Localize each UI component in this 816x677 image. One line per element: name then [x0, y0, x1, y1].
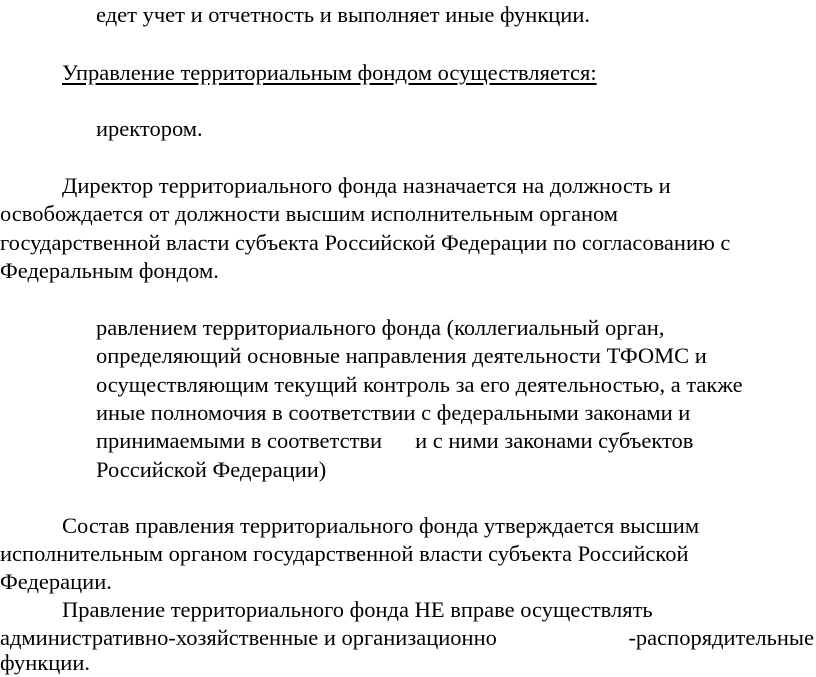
text-line-director: иректором. — [96, 116, 203, 141]
board-paragraph-line-5 — [96, 427, 693, 455]
restriction-paragraph-line-2-part-b: -распорядительные — [628, 625, 814, 650]
composition-paragraph-line-3: Федерации. — [0, 569, 112, 594]
board-paragraph-line-1: равлением территориального фонда (коллегиальный орган, — [96, 315, 665, 340]
board-paragraph-line-5-part-a: принимаемыми в соответстви — [96, 428, 383, 453]
board-paragraph-line-2: определяющий основные направления деятельности ТФОМС и — [96, 343, 707, 368]
restriction-paragraph-line-2 — [0, 624, 816, 652]
composition-paragraph-line-1: Состав правления территориального фонда утверждается высшим — [62, 513, 700, 538]
director-paragraph-line-4: Федеральным фондом. — [0, 258, 219, 283]
director-paragraph-line-1: Директор территориального фонда назначается на должность и — [62, 173, 671, 198]
management-heading: Управление территориальным фондом осуществляется: — [62, 60, 597, 85]
director-paragraph-line-2: освобождается от должности высшим исполнительным органом — [0, 201, 619, 226]
restriction-paragraph-line-1: Правление территориального фонда НЕ вправе осуществлять — [62, 597, 653, 622]
board-paragraph-line-4: иные полномочия в соответствии с федеральными законами и — [96, 400, 691, 425]
director-paragraph-line-3: государственной власти субъекта Российской Федерации по согласованию с — [0, 230, 731, 255]
board-paragraph-line-3: осуществляющим текущий контроль за его деятельностью, а также — [96, 372, 743, 397]
composition-paragraph-line-2: исполнительным органом государственной власти субъекта Российской — [0, 541, 689, 566]
text-line-functions: едет учет и отчетность и выполняет иные функции. — [96, 2, 591, 27]
restriction-paragraph-line-2-part-a: административно-хозяйственные и организационно — [0, 625, 497, 650]
board-paragraph-line-5-part-b: и с ними законами субъектов — [415, 428, 694, 453]
restriction-paragraph-line-3: функции. — [0, 650, 90, 675]
board-paragraph-line-6: Российской Федерации) — [96, 457, 327, 482]
